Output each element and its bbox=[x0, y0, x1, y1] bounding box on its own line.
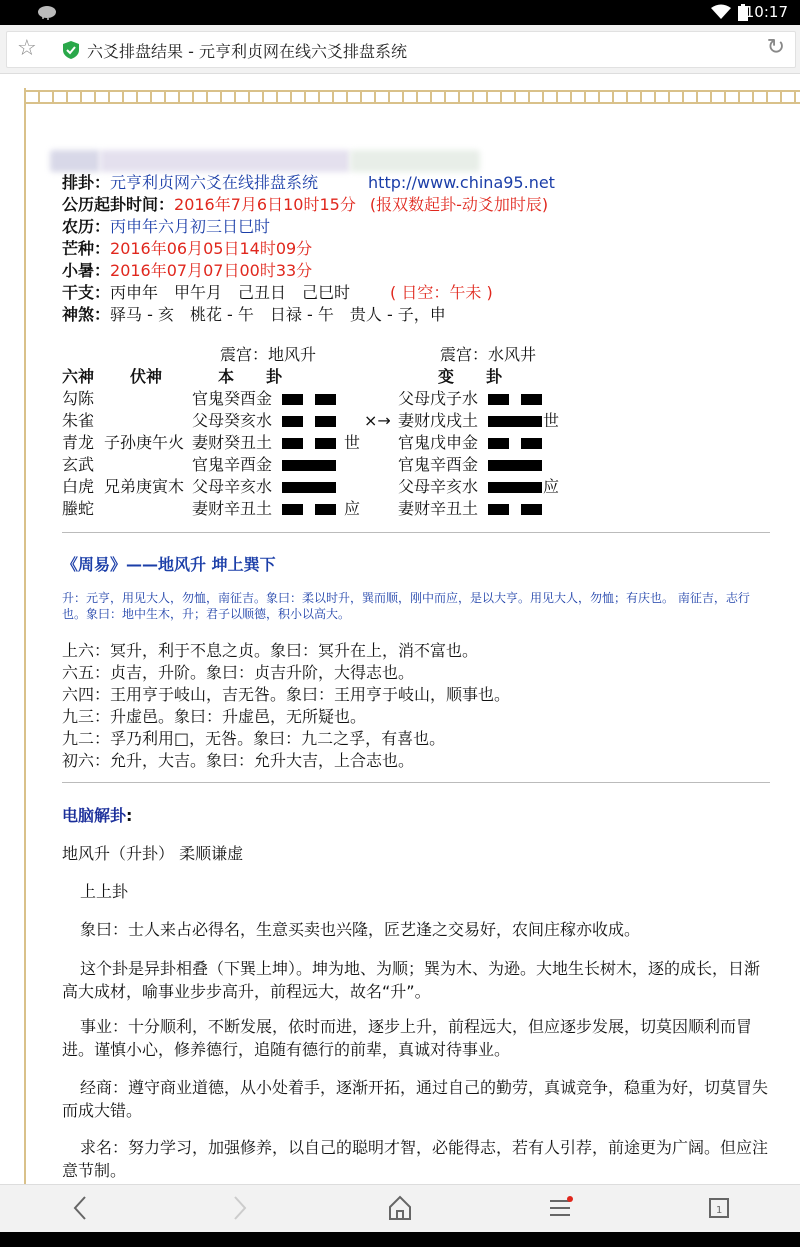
browser-toolbar bbox=[0, 25, 800, 74]
system-name: 元亨利贞网六爻在线排盘系统 bbox=[110, 173, 319, 192]
shensha-value: 驿马 - 亥 桃花 - 午 日禄 - 午 贵人 - 子，申 bbox=[110, 305, 446, 324]
mangzhong-row: 芒种：2016年06月05日14时09分 bbox=[62, 239, 313, 258]
business-paragraph: 经商：遵守商业道德，从小处着手，逐渐开拓，通过自己的勤劳，真诚竞争，稳重为好，切莫冒失而成大错。 bbox=[62, 1078, 769, 1120]
svg-text:1: 1 bbox=[716, 1205, 723, 1216]
analysis-heading: 电脑解卦 bbox=[62, 806, 127, 825]
site-url-link[interactable]: http://www.china95.net bbox=[368, 173, 555, 192]
secure-shield-icon bbox=[63, 41, 79, 63]
divider bbox=[62, 782, 770, 783]
ben-yao-label: 妻财癸丑土 bbox=[192, 433, 273, 452]
yin-line bbox=[488, 394, 509, 405]
gua-grade: 上上卦 bbox=[80, 882, 129, 901]
yin-line bbox=[315, 504, 336, 515]
page-content bbox=[0, 74, 800, 1184]
yang-line bbox=[488, 416, 542, 427]
bian-yao-label: 官鬼戊申金 bbox=[398, 433, 479, 452]
liushen-cell: 螣蛇 bbox=[62, 499, 95, 518]
liushen-cell: 玄武 bbox=[62, 455, 95, 474]
bian-shi-ying-mark: 应 bbox=[543, 477, 560, 496]
yin-line bbox=[488, 438, 509, 449]
home-icon[interactable] bbox=[388, 1195, 412, 1227]
ben-yao-symbol bbox=[282, 388, 336, 410]
bian-yao-symbol bbox=[488, 498, 542, 520]
liushen-cell: 青龙 bbox=[62, 433, 95, 452]
clock: 10:17 bbox=[744, 3, 788, 21]
qigua-note: (报双数起卦-动爻加时辰) bbox=[369, 195, 549, 214]
xiaoshu-time: 2016年07月07日00时33分 bbox=[110, 261, 313, 280]
menu-icon[interactable] bbox=[548, 1195, 574, 1227]
col-bian-gua: 变 卦 bbox=[438, 367, 503, 386]
paigua-row: 排卦：元亨利贞网六爻在线排盘系统 http://www.china95.net bbox=[62, 173, 555, 192]
bian-yao-label: 妻财戊戌土 bbox=[398, 411, 479, 430]
tabs-icon[interactable] bbox=[708, 1195, 732, 1227]
gongli-time: 2016年7月6日10时15分 bbox=[174, 195, 356, 214]
fame-paragraph: 求名：努力学习，加强修养，以自己的聪明才智，必能得志，若有人引荐，前途更为广阔。但应注意节制。 bbox=[62, 1138, 769, 1180]
browser-bottom-bar bbox=[0, 1184, 800, 1233]
bian-yao-symbol bbox=[488, 454, 542, 476]
yin-line bbox=[521, 438, 542, 449]
reload-icon[interactable]: ↻ bbox=[766, 35, 785, 60]
shi-ying-mark: 应 bbox=[344, 499, 361, 518]
divider bbox=[62, 532, 770, 533]
bian-yao-symbol bbox=[488, 476, 542, 498]
bian-shi-ying-mark: 世 bbox=[543, 411, 560, 430]
yang-line bbox=[488, 460, 542, 471]
yin-line bbox=[521, 504, 542, 515]
yin-line bbox=[282, 504, 303, 515]
ben-yao-label: 官鬼癸酉金 bbox=[192, 389, 273, 408]
bian-yao-label: 父母辛亥水 bbox=[398, 477, 479, 496]
ganzhi-value: 丙申年 甲午月 己丑日 己巳时 bbox=[110, 283, 351, 302]
gua-title: 地风升（升卦） 柔顺谦虚 bbox=[62, 844, 244, 863]
ben-yao-symbol bbox=[282, 410, 336, 432]
yao-text: 九二：孚乃利用□，无咎。象曰：九二之孚，有喜也。 bbox=[62, 729, 446, 748]
yao-text: 初六：允升，大吉。象曰：允升大吉，上合志也。 bbox=[62, 751, 415, 770]
yao-text: 六四：王用亨于岐山，吉无咎。象曰：王用亨于岐山，顺事也。 bbox=[62, 685, 511, 704]
nongli-row: 农历：丙申年六月初三日巳时 bbox=[62, 217, 271, 236]
yin-line bbox=[521, 394, 542, 405]
ganzhi-row: 干支：丙申年 甲午月 己丑日 己巳时 ( 日空：午未 ) bbox=[62, 283, 493, 302]
bian-yao-symbol bbox=[488, 410, 542, 432]
moving-line-mark: ×→ bbox=[364, 411, 391, 430]
yin-line bbox=[315, 394, 336, 405]
liushen-cell: 白虎 bbox=[62, 477, 95, 496]
rikong: ( 日空：午未 ) bbox=[390, 283, 493, 302]
ben-gua-palace: 震宫：地风升 bbox=[220, 345, 317, 364]
gua-description: 这个卦是异卦相叠（下巽上坤）。坤为地、为顺；巽为木、为逊。大地生长树木，逐的成长，日渐高大成材，喻事业步步高升，前程远大，故名“升”。 bbox=[62, 959, 761, 1001]
status-bar bbox=[0, 0, 800, 25]
ben-yao-symbol bbox=[282, 476, 336, 498]
ben-yao-label: 妻财辛丑土 bbox=[192, 499, 273, 518]
page-title: 六爻排盘结果 - 元亨利贞网在线六爻排盘系统 bbox=[87, 42, 407, 61]
ben-yao-label: 官鬼辛酉金 bbox=[192, 455, 273, 474]
system-nav-bar bbox=[0, 1232, 800, 1247]
ben-yao-label: 父母辛亥水 bbox=[192, 477, 273, 496]
yin-line bbox=[282, 438, 303, 449]
liushen-cell: 朱雀 bbox=[62, 411, 95, 430]
yang-line bbox=[282, 460, 336, 471]
fushen-cell: 兄弟庚寅木 bbox=[104, 477, 185, 496]
zhouyi-summary: 升：元亨，用见大人，勿恤，南征吉。象曰：柔以时升，巽而顺，刚中而应，是以大亨。用见大人，勿恤；有庆也。 南征吉，志行也。象曰：地中生木，升；君子以顺德，积小以高大。 bbox=[62, 591, 750, 621]
col-fushen: 伏神 bbox=[130, 367, 163, 386]
ben-yao-symbol bbox=[282, 432, 336, 454]
fushen-cell: 子孙庚午火 bbox=[104, 433, 185, 452]
back-icon[interactable] bbox=[72, 1195, 88, 1227]
career-paragraph: 事业：十分顺利，不断发展，依时而进，逐步上升，前程远大，但应逐步发展，切莫因顺利而冒进。谨慎小心，修养德行，追随有德行的前辈，真诚对待事业。 bbox=[62, 1017, 753, 1059]
zhouyi-heading: 《周易》——地风升 坤上巽下 bbox=[62, 555, 276, 574]
bian-gua-palace: 震宫：水风井 bbox=[440, 345, 537, 364]
blurred-region bbox=[350, 150, 480, 172]
blurred-region bbox=[50, 150, 100, 172]
yin-line bbox=[315, 438, 336, 449]
analysis-heading-row: 电脑解卦: bbox=[62, 806, 133, 825]
yin-line bbox=[282, 394, 303, 405]
shi-ying-mark: 世 bbox=[344, 433, 361, 452]
gongli-row: 公历起卦时间：2016年7月6日10时15分 (报双数起卦-动爻加时辰) bbox=[62, 195, 549, 214]
yang-line bbox=[488, 482, 542, 493]
forward-icon[interactable] bbox=[232, 1195, 248, 1227]
bian-yao-label: 官鬼辛酉金 bbox=[398, 455, 479, 474]
liushen-cell: 勾陈 bbox=[62, 389, 95, 408]
xiaoshu-row: 小暑：2016年07月07日00时33分 bbox=[62, 261, 313, 280]
xiang-paragraph: 象曰：士人来占必得名，生意买卖也兴隆，匠艺逢之交易好，农间庄稼亦收成。 bbox=[80, 920, 641, 939]
blurred-region bbox=[100, 150, 350, 172]
address-bar[interactable] bbox=[6, 31, 796, 68]
decorative-border bbox=[24, 90, 800, 104]
bian-yao-label: 妻财辛丑土 bbox=[398, 499, 479, 518]
bian-yao-symbol bbox=[488, 432, 542, 454]
ben-yao-symbol bbox=[282, 498, 336, 520]
yang-line bbox=[282, 482, 336, 493]
yin-line bbox=[282, 416, 303, 427]
yao-text: 上六：冥升，利于不息之贞。象曰：冥升在上，消不富也。 bbox=[62, 641, 479, 660]
yao-text: 六五：贞吉，升阶。象曰：贞吉升阶，大得志也。 bbox=[62, 663, 415, 682]
ben-yao-symbol bbox=[282, 454, 336, 476]
yin-line bbox=[315, 416, 336, 427]
mangzhong-time: 2016年06月05日14时09分 bbox=[110, 239, 313, 258]
col-liushen: 六神 bbox=[62, 367, 95, 386]
ben-yao-label: 父母癸亥水 bbox=[192, 411, 273, 430]
col-ben-gua: 本 卦 bbox=[218, 367, 283, 386]
yao-text: 九三：升虚邑。象曰：升虚邑，无所疑也。 bbox=[62, 707, 367, 726]
yin-line bbox=[488, 504, 509, 515]
weather-icon bbox=[36, 4, 58, 24]
shensha-row: 神煞：驿马 - 亥 桃花 - 午 日禄 - 午 贵人 - 子，申 bbox=[62, 305, 446, 324]
bookmark-star-icon[interactable]: ☆ bbox=[17, 36, 37, 61]
wifi-icon bbox=[711, 4, 731, 24]
bian-yao-symbol bbox=[488, 388, 542, 410]
bian-yao-label: 父母戊子水 bbox=[398, 389, 479, 408]
nongli-time: 丙申年六月初三日巳时 bbox=[110, 217, 271, 236]
